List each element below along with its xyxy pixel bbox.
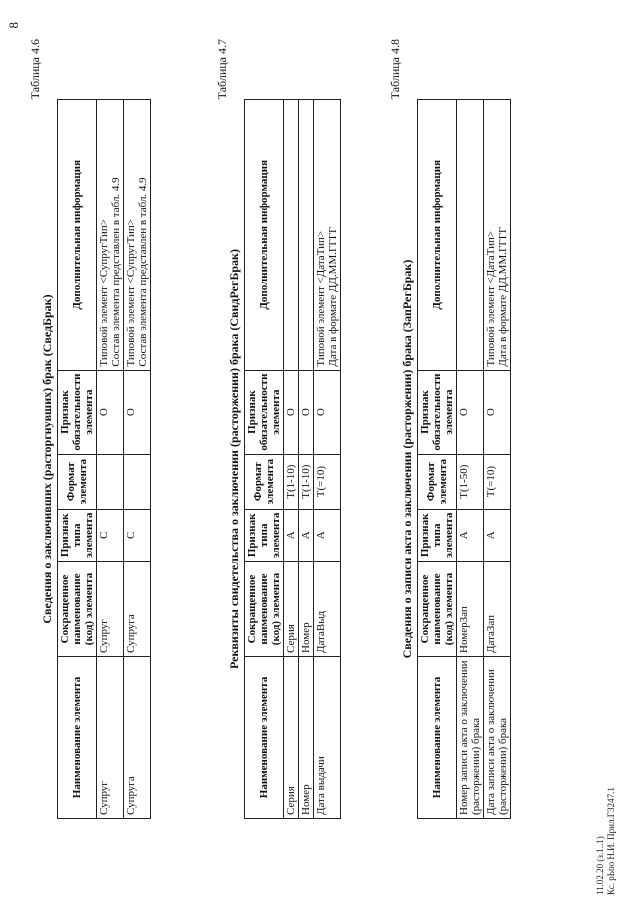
cell-format: Т(1-10): [299, 454, 314, 509]
info-line: Состав элемента представлен в табл. 4.9: [110, 177, 122, 367]
cell-code: Супруга: [124, 562, 151, 657]
footer-line: 11.02.20 (з.1..1): [595, 836, 605, 895]
cell-info: [97, 100, 124, 371]
table-row: [124, 100, 151, 819]
cell-required: О: [97, 370, 124, 454]
table-row: [299, 100, 314, 819]
table-caption: Реквизиты свидетельства о заключении (расторжении) брака (СвидРегБрак): [227, 249, 241, 669]
header-code: Сокращенное наименование (код) элемента: [245, 562, 284, 657]
cell-type: С: [97, 509, 124, 561]
table-number: Таблица 4.8: [388, 39, 402, 100]
cell-name: Дата записи акта о заключении (расторжении) брака: [484, 657, 511, 819]
table-4-8-section: [388, 39, 511, 819]
table-4-7: [244, 99, 341, 819]
cell-info: [314, 100, 341, 371]
info-line: Типовой элемент <СупругТип>: [125, 218, 137, 367]
header-info: Дополнительная информация: [418, 100, 457, 371]
cell-name: Супруга: [124, 657, 151, 819]
table-4-6: [57, 99, 151, 819]
table-row: [484, 100, 511, 819]
cell-format: Т(=10): [484, 454, 511, 509]
header-name: Наименование элемента: [245, 657, 284, 819]
cell-required: О: [314, 370, 341, 454]
footer-line: Кс. рЬtю Н.И. Прил.ГЗ247.1: [606, 787, 616, 895]
cell-code: Номер: [299, 562, 314, 657]
header-type: Признак типа элемента: [58, 509, 97, 561]
cell-code: Серия: [284, 562, 299, 657]
table-row: [97, 100, 124, 819]
cell-format: Т(1-10): [284, 454, 299, 509]
info-line: Типовой элемент <ДатаТип>: [315, 230, 327, 367]
cell-format: [124, 454, 151, 509]
cell-format: Т(1-50): [457, 454, 484, 509]
header-code: Сокращенное наименование (код) элемента: [58, 562, 97, 657]
header-info: Дополнительная информация: [245, 100, 284, 371]
cell-name: Серия: [284, 657, 299, 819]
header-name: Наименование элемента: [58, 657, 97, 819]
header-required: Признак обязательности элемента: [245, 370, 284, 454]
page-number: 8: [6, 22, 21, 29]
cell-name: Номер: [299, 657, 314, 819]
cell-type: С: [124, 509, 151, 561]
table-number: Таблица 4.7: [215, 39, 229, 100]
table-row: [284, 100, 299, 819]
table-4-7-section: [215, 39, 341, 819]
table-number: Таблица 4.6: [28, 39, 42, 100]
cell-required: О: [299, 370, 314, 454]
header-code: Сокращенное наименование (код) элемента: [418, 562, 457, 657]
header-info: Дополнительная информация: [58, 100, 97, 371]
cell-name: Дата выдачи: [314, 657, 341, 819]
cell-info: [484, 100, 511, 371]
header-name: Наименование элемента: [418, 657, 457, 819]
cell-required: О: [484, 370, 511, 454]
cell-format: Т(=10): [314, 454, 341, 509]
table-4-6-section: [28, 39, 151, 819]
cell-type: А: [314, 509, 341, 561]
header-type: Признак типа элемента: [245, 509, 284, 561]
table-caption: Сведения о записи акта о заключении (расторжении) брака (ЗапРегБрак): [400, 259, 414, 659]
cell-type: А: [457, 509, 484, 561]
cell-required: О: [124, 370, 151, 454]
header-required: Признак обязательности элемента: [58, 370, 97, 454]
cell-required: О: [457, 370, 484, 454]
cell-type: А: [299, 509, 314, 561]
footer-stamp: [595, 787, 617, 895]
cell-type: А: [284, 509, 299, 561]
header-format: Формат элемента: [418, 454, 457, 509]
cell-info: [284, 100, 299, 371]
header-required: Признак обязательности элемента: [418, 370, 457, 454]
table-caption: Сведения о заключивших (расторгнувших) брак (СведБрак): [40, 294, 54, 624]
cell-code: ДатаВыд: [314, 562, 341, 657]
cell-name: Номер записи акта о заключении (расторжении) брака: [457, 657, 484, 819]
cell-format: [97, 454, 124, 509]
table-4-8: [417, 99, 511, 819]
header-format: Формат элемента: [58, 454, 97, 509]
info-line: Типовой элемент <СупругТип>: [98, 218, 110, 367]
table-row: [314, 100, 341, 819]
cell-code: НомерЗап: [457, 562, 484, 657]
cell-type: А: [484, 509, 511, 561]
cell-code: Супруг: [97, 562, 124, 657]
cell-info: [457, 100, 484, 371]
cell-info: [299, 100, 314, 371]
info-line: Дата в формате ДД.ММ.ГГГГ: [327, 226, 339, 367]
info-line: Дата в формате ДД.ММ.ГГГГ: [497, 226, 509, 367]
info-line: Состав элемента представлен в табл. 4.9: [137, 177, 149, 367]
cell-code: ДатаЗап: [484, 562, 511, 657]
info-line: Типовой элемент <ДатаТип>: [485, 230, 497, 367]
header-type: Признак типа элемента: [418, 509, 457, 561]
header-format: Формат элемента: [245, 454, 284, 509]
cell-info: [124, 100, 151, 371]
cell-required: О: [284, 370, 299, 454]
table-row: [457, 100, 484, 819]
cell-name: Супруг: [97, 657, 124, 819]
